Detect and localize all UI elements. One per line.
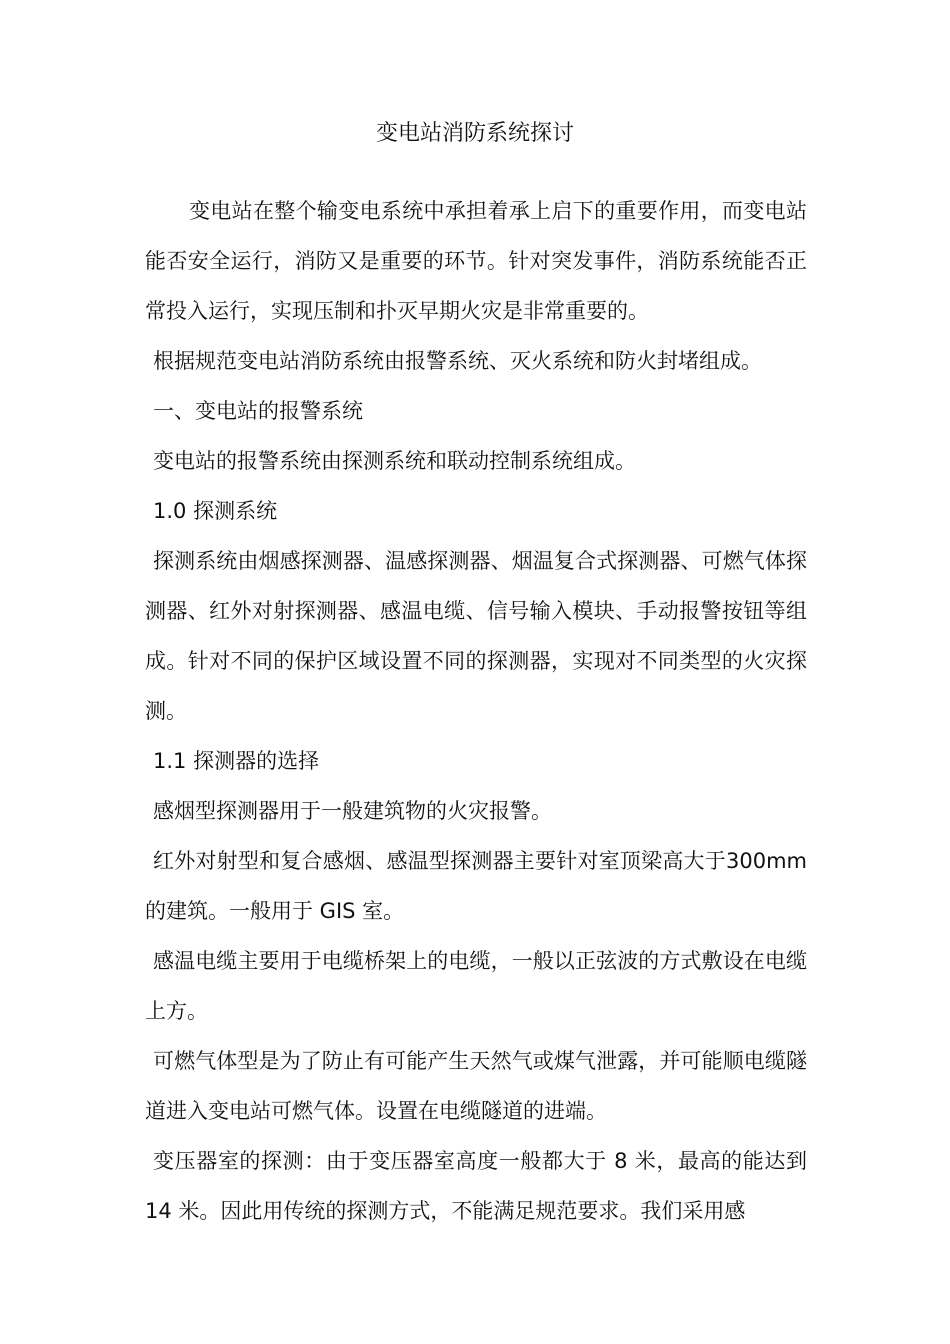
paragraph-composition: 根据规范变电站消防系统由报警系统、灭火系统和防火封堵组成。 bbox=[153, 349, 762, 373]
paragraph-heat-cable: 感温电缆主要用于电缆桥架上的电缆，一般以正弦波的方式敷设在电缆上方。 bbox=[145, 949, 807, 1023]
subheading-detection-system: 1.0 探测系统 bbox=[153, 499, 278, 523]
paragraph-intro: 变电站在整个输变电系统中承担着承上启下的重要作用，而变电站能否安全运行，消防又是重要的环节。针对突发事件，消防系统能否正常投入运行，实现压制和扑灭早期火灾是非常重要的。 bbox=[145, 199, 807, 323]
paragraph-infrared-detector: 红外对射型和复合感烟、感温型探测器主要针对室顶梁高大于300mm 的建筑。一般用于 GIS 室。 bbox=[145, 849, 807, 923]
paragraph-smoke-detector: 感烟型探测器用于一般建筑物的火灾报警。 bbox=[153, 799, 552, 823]
section-heading-alarm-system: 一、变电站的报警系统 bbox=[153, 399, 363, 423]
paragraph-alarm-system: 变电站的报警系统由探测系统和联动控制系统组成。 bbox=[153, 449, 636, 473]
subheading-detector-selection: 1.1 探测器的选择 bbox=[153, 749, 320, 773]
paragraph-gas-detector: 可燃气体型是为了防止有可能产生天然气或煤气泄露，并可能顺电缆隧道进入变电站可燃气体。设置在电缆隧道的进端。 bbox=[145, 1049, 807, 1123]
paragraph-detection-system: 探测系统由烟感探测器、温感探测器、烟温复合式探测器、可燃气体探测器、红外对射探测器、感温电缆、信号输入模块、手动报警按钮等组成。针对不同的保护区域设置不同的探测器，实现对不同类型的火灾探测。 bbox=[145, 549, 807, 723]
paragraph-transformer-room: 变压器室的探测：由于变压器室高度一般都大于 8 米，最高的能达到 14 米。因此用传统的探测方式，不能满足规范要求。我们采用感 bbox=[145, 1149, 807, 1223]
document-title: 变电站消防系统探讨 bbox=[375, 121, 574, 146]
